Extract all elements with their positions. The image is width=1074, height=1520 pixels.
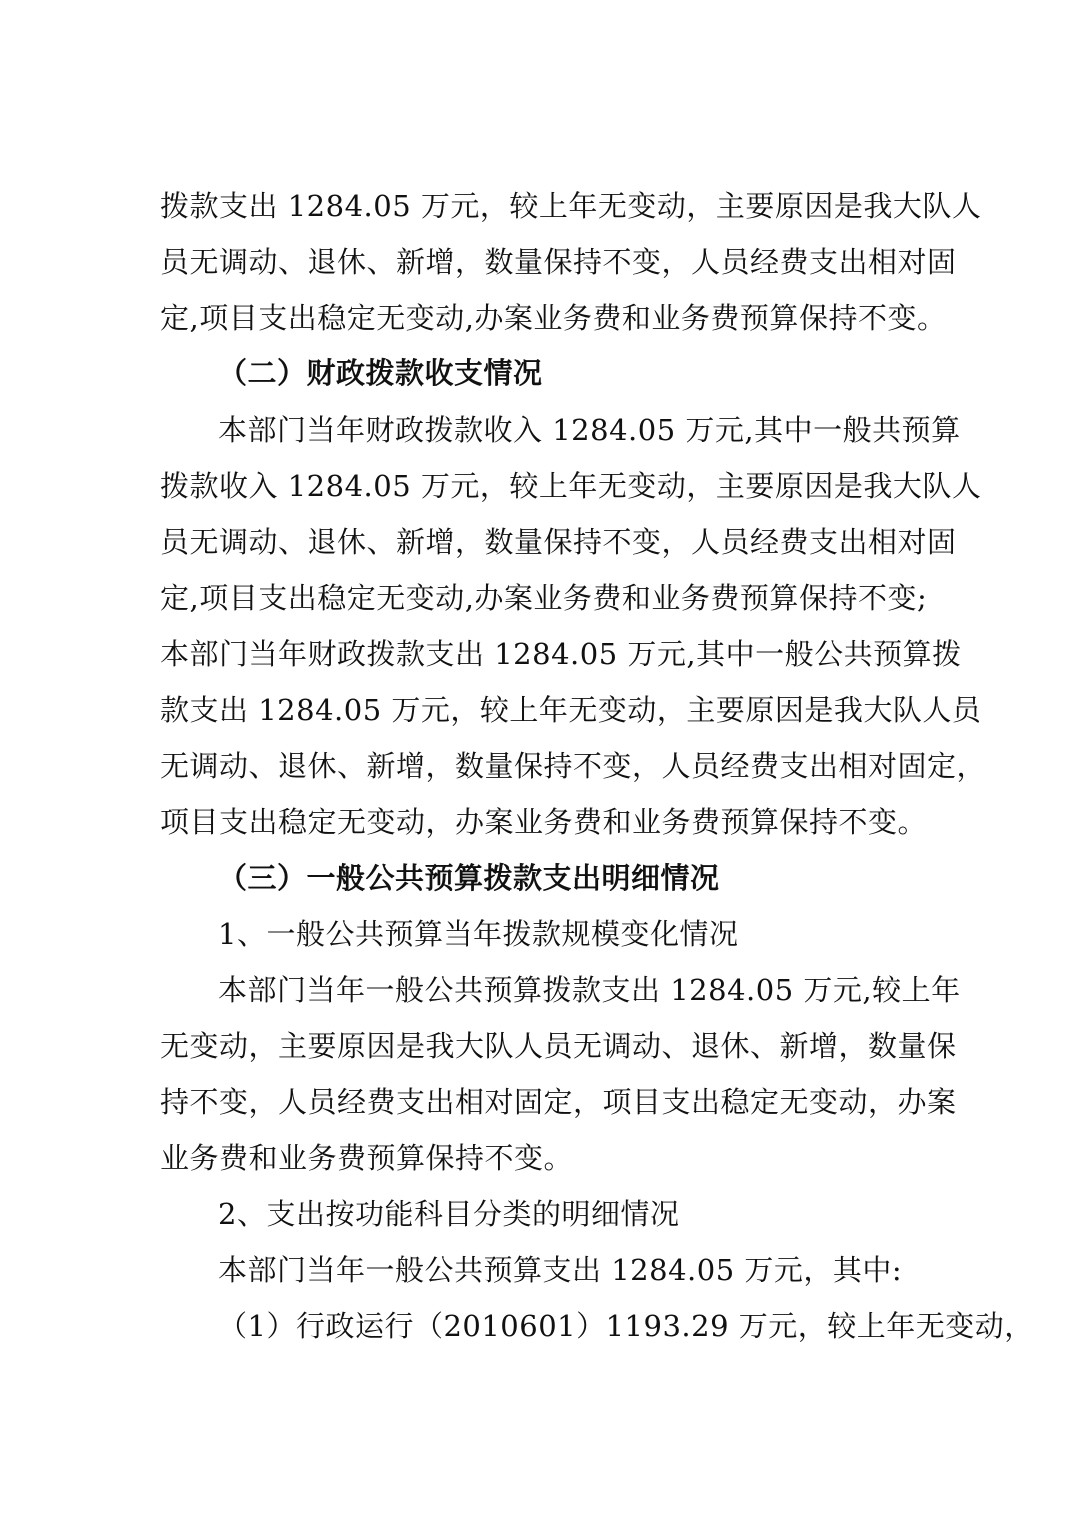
paragraph-line: 员无调动、退休、新增，数量保持不变，人员经费支出相对固 bbox=[160, 525, 957, 559]
paragraph-line: 本部门当年一般公共预算拨款支出 1284.05 万元,较上年 bbox=[218, 973, 961, 1007]
paragraph-line: 无调动、退休、新增，数量保持不变，人员经费支出相对固定， bbox=[160, 749, 987, 783]
paragraph-line: 款支出 1284.05 万元，较上年无变动，主要原因是我大队人员 bbox=[160, 693, 982, 727]
paragraph-line: 项目支出稳定无变动，办案业务费和业务费预算保持不变。 bbox=[160, 805, 928, 839]
section-heading-fiscal-appropriation: （二）财政拨款收支情况 bbox=[218, 356, 543, 390]
subsection-heading-functional-classification: 2、支出按功能科目分类的明细情况 bbox=[218, 1197, 680, 1231]
paragraph-line: 本部门当年一般公共预算支出 1284.05 万元，其中: bbox=[218, 1253, 903, 1287]
paragraph-line: 拨款支出 1284.05 万元，较上年无变动，主要原因是我大队人 bbox=[160, 189, 982, 223]
paragraph-line: （1）行政运行（2010601）1193.29 万元，较上年无变动， bbox=[218, 1309, 1034, 1343]
paragraph-line: 员无调动、退休、新增，数量保持不变，人员经费支出相对固 bbox=[160, 245, 957, 279]
paragraph-line: 业务费和业务费预算保持不变。 bbox=[160, 1141, 574, 1175]
paragraph-line: 持不变，人员经费支出相对固定，项目支出稳定无变动，办案 bbox=[160, 1085, 957, 1119]
paragraph-line: 定,项目支出稳定无变动,办案业务费和业务费预算保持不变; bbox=[160, 581, 928, 615]
paragraph-line: 无变动，主要原因是我大队人员无调动、退休、新增，数量保 bbox=[160, 1029, 957, 1063]
paragraph-line: 拨款收入 1284.05 万元，较上年无变动，主要原因是我大队人 bbox=[160, 469, 982, 503]
paragraph-line: 本部门当年财政拨款收入 1284.05 万元,其中一般共预算 bbox=[218, 413, 961, 447]
paragraph-line: 本部门当年财政拨款支出 1284.05 万元,其中一般公共预算拨 bbox=[160, 637, 962, 671]
paragraph-line: 定,项目支出稳定无变动,办案业务费和业务费预算保持不变。 bbox=[160, 301, 947, 335]
section-heading-general-budget-detail: （三）一般公共预算拨款支出明细情况 bbox=[218, 861, 720, 895]
subsection-heading-scale-change: 1、一般公共预算当年拨款规模变化情况 bbox=[218, 917, 739, 951]
